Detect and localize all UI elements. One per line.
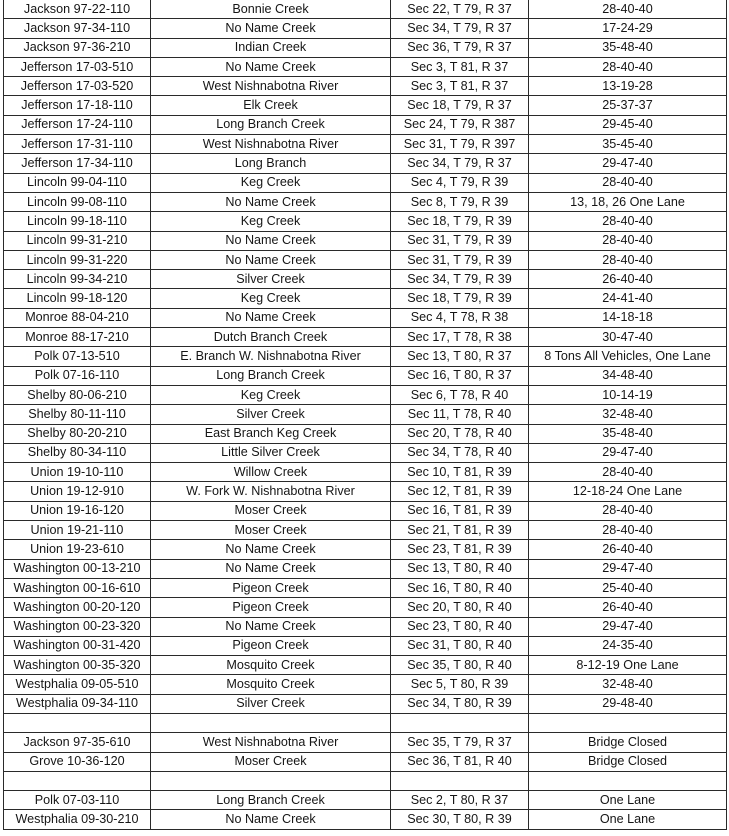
stream-name-cell: Long Branch Creek	[151, 791, 391, 810]
stream-name-cell: No Name Creek	[151, 308, 391, 327]
table-row	[4, 482, 727, 501]
load-rating-cell: 26-40-40	[529, 270, 727, 289]
bridge-id-cell: Polk 07-16-110	[4, 366, 151, 385]
legal-location-cell: Sec 18, T 79, R 39	[391, 212, 529, 231]
stream-name-cell: No Name Creek	[151, 231, 391, 250]
stream-name-cell: Bonnie Creek	[151, 0, 391, 19]
stream-name-cell: Long Branch Creek	[151, 366, 391, 385]
spacer-row	[4, 771, 727, 790]
load-rating-cell	[529, 771, 727, 790]
bridge-id-cell: Monroe 88-04-210	[4, 308, 151, 327]
legal-location-cell: Sec 2, T 80, R 37	[391, 791, 529, 810]
table-row	[4, 675, 727, 694]
load-rating-cell: 28-40-40	[529, 501, 727, 520]
table-row	[4, 270, 727, 289]
table-row	[4, 733, 727, 752]
stream-name-cell: Silver Creek	[151, 405, 391, 424]
bridge-id-cell: Lincoln 99-04-110	[4, 173, 151, 192]
load-rating-cell: 26-40-40	[529, 540, 727, 559]
bridge-id-cell: Washington 00-20-120	[4, 598, 151, 617]
bridge-id-cell: Shelby 80-06-210	[4, 385, 151, 404]
stream-name-cell: Keg Creek	[151, 173, 391, 192]
load-rating-cell: 29-48-40	[529, 694, 727, 713]
table-row	[4, 308, 727, 327]
load-rating-cell: 25-40-40	[529, 578, 727, 597]
legal-location-cell: Sec 4, T 79, R 39	[391, 173, 529, 192]
bridge-id-cell: Union 19-16-120	[4, 501, 151, 520]
stream-name-cell: West Nishnabotna River	[151, 135, 391, 154]
stream-name-cell	[151, 713, 391, 732]
stream-name-cell: No Name Creek	[151, 810, 391, 829]
table-row	[4, 231, 727, 250]
table-row	[4, 656, 727, 675]
stream-name-cell: No Name Creek	[151, 57, 391, 76]
table-row	[4, 0, 727, 19]
legal-location-cell: Sec 11, T 78, R 40	[391, 405, 529, 424]
stream-name-cell: Keg Creek	[151, 212, 391, 231]
table-row	[4, 173, 727, 192]
bridge-id-cell: Polk 07-13-510	[4, 347, 151, 366]
bridge-id-cell: Monroe 88-17-210	[4, 328, 151, 347]
legal-location-cell: Sec 16, T 80, R 37	[391, 366, 529, 385]
table-row	[4, 19, 727, 38]
legal-location-cell: Sec 12, T 81, R 39	[391, 482, 529, 501]
load-rating-cell: One Lane	[529, 791, 727, 810]
stream-name-cell: Elk Creek	[151, 96, 391, 115]
table-row	[4, 57, 727, 76]
load-rating-cell: 35-48-40	[529, 424, 727, 443]
table-row	[4, 463, 727, 482]
table-row	[4, 540, 727, 559]
legal-location-cell: Sec 34, T 79, R 39	[391, 270, 529, 289]
stream-name-cell: Indian Creek	[151, 38, 391, 57]
load-rating-cell: 28-40-40	[529, 521, 727, 540]
table-row	[4, 791, 727, 810]
load-rating-cell: 25-37-37	[529, 96, 727, 115]
stream-name-cell: Moser Creek	[151, 501, 391, 520]
stream-name-cell: Long Branch	[151, 154, 391, 173]
stream-name-cell: Mosquito Creek	[151, 656, 391, 675]
bridge-id-cell: Jefferson 17-03-520	[4, 77, 151, 96]
bridge-id-cell: Grove 10-36-120	[4, 752, 151, 771]
legal-location-cell: Sec 17, T 78, R 38	[391, 328, 529, 347]
load-rating-cell: 13, 18, 26 One Lane	[529, 192, 727, 211]
load-rating-cell	[529, 713, 727, 732]
stream-name-cell: Long Branch Creek	[151, 115, 391, 134]
legal-location-cell: Sec 30, T 80, R 39	[391, 810, 529, 829]
load-rating-cell: 28-40-40	[529, 463, 727, 482]
legal-location-cell: Sec 13, T 80, R 40	[391, 559, 529, 578]
legal-location-cell: Sec 13, T 80, R 37	[391, 347, 529, 366]
table-row	[4, 115, 727, 134]
table-row	[4, 77, 727, 96]
stream-name-cell: Moser Creek	[151, 752, 391, 771]
table-row	[4, 424, 727, 443]
legal-location-cell: Sec 20, T 78, R 40	[391, 424, 529, 443]
bridge-id-cell: Jefferson 17-24-110	[4, 115, 151, 134]
table-row	[4, 694, 727, 713]
load-rating-cell: 28-40-40	[529, 250, 727, 269]
stream-name-cell: No Name Creek	[151, 19, 391, 38]
bridge-id-cell: Polk 07-03-110	[4, 791, 151, 810]
legal-location-cell: Sec 34, T 80, R 39	[391, 694, 529, 713]
stream-name-cell	[151, 771, 391, 790]
stream-name-cell: W. Fork W. Nishnabotna River	[151, 482, 391, 501]
load-rating-cell: 28-40-40	[529, 0, 727, 19]
table-row	[4, 598, 727, 617]
bridge-id-cell: Union 19-21-110	[4, 521, 151, 540]
table-row	[4, 289, 727, 308]
load-rating-cell: 13-19-28	[529, 77, 727, 96]
table-row	[4, 328, 727, 347]
bridge-table	[3, 0, 727, 830]
load-rating-cell: 29-47-40	[529, 443, 727, 462]
table-row	[4, 501, 727, 520]
load-rating-cell: One Lane	[529, 810, 727, 829]
legal-location-cell: Sec 31, T 80, R 40	[391, 636, 529, 655]
legal-location-cell: Sec 18, T 79, R 39	[391, 289, 529, 308]
bridge-id-cell: Jefferson 17-34-110	[4, 154, 151, 173]
load-rating-cell: 28-40-40	[529, 173, 727, 192]
legal-location-cell: Sec 18, T 79, R 37	[391, 96, 529, 115]
bridge-id-cell: Jefferson 17-18-110	[4, 96, 151, 115]
load-rating-cell: 29-47-40	[529, 617, 727, 636]
stream-name-cell: Moser Creek	[151, 521, 391, 540]
load-rating-cell: 29-47-40	[529, 559, 727, 578]
load-rating-cell: 34-48-40	[529, 366, 727, 385]
legal-location-cell: Sec 4, T 78, R 38	[391, 308, 529, 327]
legal-location-cell: Sec 34, T 79, R 37	[391, 19, 529, 38]
bridge-id-cell: Lincoln 99-34-210	[4, 270, 151, 289]
legal-location-cell: Sec 5, T 80, R 39	[391, 675, 529, 694]
stream-name-cell: No Name Creek	[151, 540, 391, 559]
load-rating-cell: Bridge Closed	[529, 752, 727, 771]
bridge-id-cell: Shelby 80-20-210	[4, 424, 151, 443]
legal-location-cell: Sec 31, T 79, R 397	[391, 135, 529, 154]
bridge-id-cell: Lincoln 99-31-210	[4, 231, 151, 250]
stream-name-cell: No Name Creek	[151, 250, 391, 269]
stream-name-cell: No Name Creek	[151, 559, 391, 578]
load-rating-cell: Bridge Closed	[529, 733, 727, 752]
load-rating-cell: 30-47-40	[529, 328, 727, 347]
bridge-id-cell: Union 19-12-910	[4, 482, 151, 501]
bridge-id-cell: Washington 00-13-210	[4, 559, 151, 578]
stream-name-cell: Silver Creek	[151, 270, 391, 289]
load-rating-cell: 17-24-29	[529, 19, 727, 38]
bridge-id-cell: Jefferson 17-03-510	[4, 57, 151, 76]
bridge-id-cell: Washington 00-31-420	[4, 636, 151, 655]
bridge-id-cell: Westphalia 09-05-510	[4, 675, 151, 694]
table-row	[4, 617, 727, 636]
bridge-id-cell: Westphalia 09-34-110	[4, 694, 151, 713]
bridge-id-cell: Lincoln 99-18-110	[4, 212, 151, 231]
bridge-id-cell: Washington 00-16-610	[4, 578, 151, 597]
stream-name-cell: No Name Creek	[151, 192, 391, 211]
bridge-id-cell: Lincoln 99-08-110	[4, 192, 151, 211]
table-row	[4, 752, 727, 771]
stream-name-cell: West Nishnabotna River	[151, 733, 391, 752]
stream-name-cell: Dutch Branch Creek	[151, 328, 391, 347]
legal-location-cell: Sec 3, T 81, R 37	[391, 77, 529, 96]
table-row	[4, 135, 727, 154]
stream-name-cell: Silver Creek	[151, 694, 391, 713]
legal-location-cell: Sec 21, T 81, R 39	[391, 521, 529, 540]
legal-location-cell: Sec 10, T 81, R 39	[391, 463, 529, 482]
load-rating-cell: 32-48-40	[529, 675, 727, 694]
load-rating-cell: 28-40-40	[529, 57, 727, 76]
legal-location-cell: Sec 8, T 79, R 39	[391, 192, 529, 211]
table-row	[4, 578, 727, 597]
bridge-id-cell: Jackson 97-34-110	[4, 19, 151, 38]
table-row	[4, 405, 727, 424]
bridge-id-cell: Union 19-23-610	[4, 540, 151, 559]
load-rating-cell: 24-41-40	[529, 289, 727, 308]
table-row	[4, 636, 727, 655]
bridge-id-cell: Jackson 97-22-110	[4, 0, 151, 19]
legal-location-cell: Sec 34, T 78, R 40	[391, 443, 529, 462]
legal-location-cell: Sec 16, T 81, R 39	[391, 501, 529, 520]
load-rating-cell: 29-47-40	[529, 154, 727, 173]
bridge-id-cell: Shelby 80-11-110	[4, 405, 151, 424]
table-row	[4, 212, 727, 231]
table-row	[4, 38, 727, 57]
legal-location-cell: Sec 20, T 80, R 40	[391, 598, 529, 617]
bridge-id-cell: Jefferson 17-31-110	[4, 135, 151, 154]
legal-location-cell: Sec 23, T 80, R 40	[391, 617, 529, 636]
legal-location-cell: Sec 22, T 79, R 37	[391, 0, 529, 19]
table-row	[4, 250, 727, 269]
legal-location-cell: Sec 24, T 79, R 387	[391, 115, 529, 134]
legal-location-cell: Sec 35, T 79, R 37	[391, 733, 529, 752]
table-row	[4, 347, 727, 366]
stream-name-cell: Pigeon Creek	[151, 636, 391, 655]
stream-name-cell: Little Silver Creek	[151, 443, 391, 462]
bridge-id-cell	[4, 713, 151, 732]
stream-name-cell: E. Branch W. Nishnabotna River	[151, 347, 391, 366]
table-row	[4, 810, 727, 829]
load-rating-cell: 26-40-40	[529, 598, 727, 617]
bridge-id-cell: Westphalia 09-30-210	[4, 810, 151, 829]
bridge-id-cell: Lincoln 99-31-220	[4, 250, 151, 269]
stream-name-cell: Keg Creek	[151, 385, 391, 404]
stream-name-cell: Mosquito Creek	[151, 675, 391, 694]
load-rating-cell: 32-48-40	[529, 405, 727, 424]
load-rating-cell: 8-12-19 One Lane	[529, 656, 727, 675]
table-row	[4, 154, 727, 173]
legal-location-cell: Sec 23, T 81, R 39	[391, 540, 529, 559]
bridge-id-cell	[4, 771, 151, 790]
load-rating-cell: 28-40-40	[529, 212, 727, 231]
table-row	[4, 443, 727, 462]
load-rating-cell: 29-45-40	[529, 115, 727, 134]
table-row	[4, 192, 727, 211]
bridge-id-cell: Union 19-10-110	[4, 463, 151, 482]
load-rating-cell: 12-18-24 One Lane	[529, 482, 727, 501]
bridge-id-cell: Washington 00-23-320	[4, 617, 151, 636]
stream-name-cell: No Name Creek	[151, 617, 391, 636]
legal-location-cell: Sec 31, T 79, R 39	[391, 231, 529, 250]
load-rating-cell: 35-48-40	[529, 38, 727, 57]
legal-location-cell: Sec 36, T 81, R 40	[391, 752, 529, 771]
legal-location-cell: Sec 6, T 78, R 40	[391, 385, 529, 404]
bridge-id-cell: Washington 00-35-320	[4, 656, 151, 675]
table-row	[4, 521, 727, 540]
stream-name-cell: Willow Creek	[151, 463, 391, 482]
table-row	[4, 366, 727, 385]
legal-location-cell	[391, 771, 529, 790]
load-rating-cell: 10-14-19	[529, 385, 727, 404]
table-row	[4, 559, 727, 578]
stream-name-cell: Pigeon Creek	[151, 578, 391, 597]
stream-name-cell: West Nishnabotna River	[151, 77, 391, 96]
bridge-id-cell: Lincoln 99-18-120	[4, 289, 151, 308]
spacer-row	[4, 713, 727, 732]
bridge-id-cell: Jackson 97-36-210	[4, 38, 151, 57]
legal-location-cell	[391, 713, 529, 732]
load-rating-cell: 8 Tons All Vehicles, One Lane	[529, 347, 727, 366]
legal-location-cell: Sec 16, T 80, R 40	[391, 578, 529, 597]
bridge-id-cell: Shelby 80-34-110	[4, 443, 151, 462]
stream-name-cell: Keg Creek	[151, 289, 391, 308]
bridge-table-body	[4, 0, 727, 829]
stream-name-cell: Pigeon Creek	[151, 598, 391, 617]
legal-location-cell: Sec 3, T 81, R 37	[391, 57, 529, 76]
bridge-id-cell: Jackson 97-35-610	[4, 733, 151, 752]
legal-location-cell: Sec 31, T 79, R 39	[391, 250, 529, 269]
load-rating-cell: 35-45-40	[529, 135, 727, 154]
stream-name-cell: East Branch Keg Creek	[151, 424, 391, 443]
table-row	[4, 385, 727, 404]
legal-location-cell: Sec 34, T 79, R 37	[391, 154, 529, 173]
load-rating-cell: 24-35-40	[529, 636, 727, 655]
table-row	[4, 96, 727, 115]
legal-location-cell: Sec 36, T 79, R 37	[391, 38, 529, 57]
load-rating-cell: 14-18-18	[529, 308, 727, 327]
load-rating-cell: 28-40-40	[529, 231, 727, 250]
legal-location-cell: Sec 35, T 80, R 40	[391, 656, 529, 675]
